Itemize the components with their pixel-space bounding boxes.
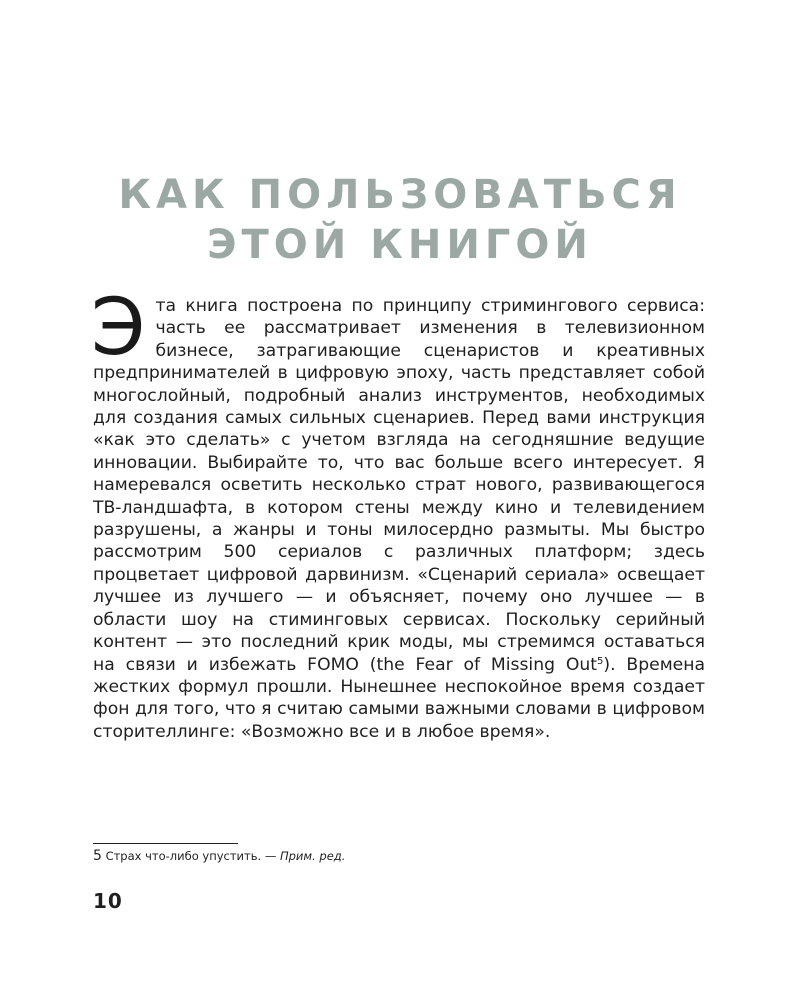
footnote-reference: 5 (597, 655, 604, 667)
footnote-text: Страх что-либо упустить. — (101, 849, 280, 863)
chapter-title (0, 170, 800, 270)
paragraph-text-end: ). Времена жестких формул прошли. Нынешнее неспокойное время создает фон для того, что я считаю самыми важными словами в цифровом сторителлинге: «Возможно все и в любое время». (93, 654, 706, 742)
footnote (93, 848, 345, 864)
chapter-title-line-1: КАК ПОЛЬЗОВАТЬСЯ (118, 172, 682, 218)
chapter-title-line-2: ЭТОЙ КНИГОЙ (207, 222, 593, 268)
footnote-number: 5 (93, 848, 102, 864)
drop-cap: Э (91, 283, 146, 373)
body-paragraph (91, 283, 706, 743)
footnote-editor-note: Прим. ред. (279, 849, 346, 863)
paragraph-text: та книга построена по принципу стримингового сервиса: часть ее рассматривает изменения в телевизионном бизнесе, затрагивающие сценаристов и креативных предпринимателей в цифровую эпоху, часть представляет собой многослойный, подробный анализ инструментов, необходимых для создания самых сильных сценариев. Перед вами инструкция «как это сделать» с учетом взгляда на сегодняшние ведущие инновации. Выбирайте то, что вас больше всего интересует. Я намеревался осветить несколько страт нового, развивающегося ТВ-ландшафта, в котором стены между кино и телевидением разрушены, а жанры и тоны милосердно размыты. Мы быстро рассмотрим 500 сериалов с различных платформ; здесь процветает цифровой дарвинизм. «Сценарий сериала» освещает лучшее из лучшего — и объясняет, почему оно лучшее — в области шоу на стиминговых сервисах. Поскольку серийный контент — это последний крик моды, мы стремимся оставаться на связи и избежать FOMO (the Fear of Missing Out (93, 296, 705, 675)
footnote-divider (93, 843, 238, 844)
page-number: 10 (93, 889, 123, 913)
